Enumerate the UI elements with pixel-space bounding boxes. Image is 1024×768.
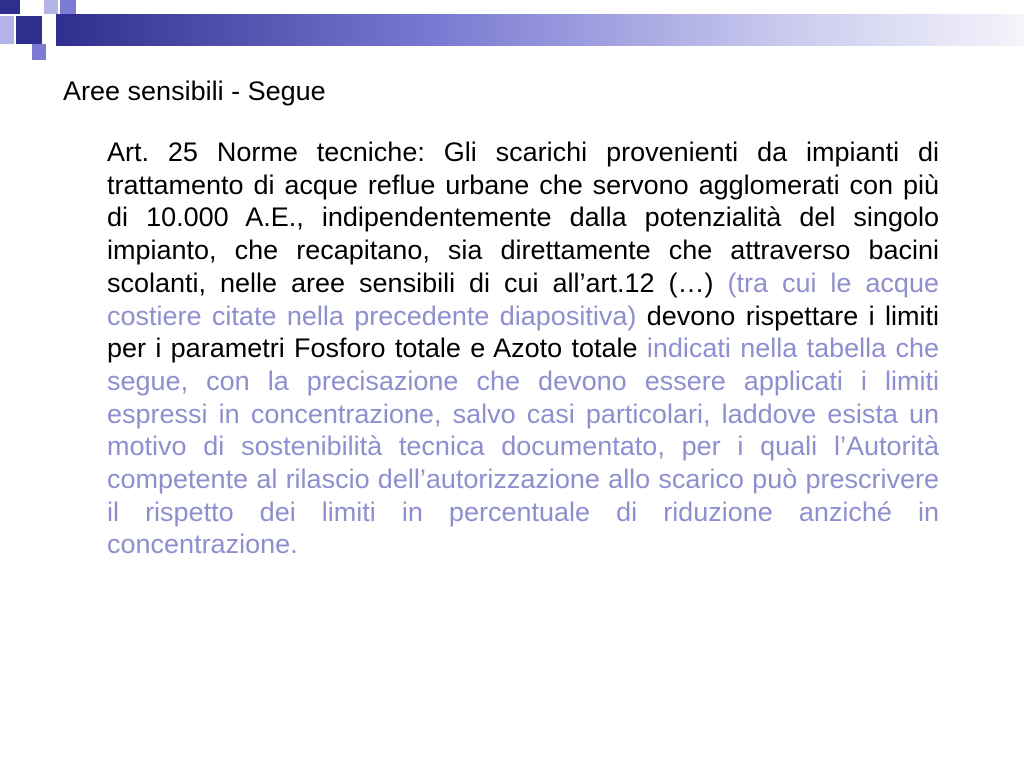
decor-square-dark — [0, 0, 20, 14]
body-text-highlight-2: indicati nella tabella che segue, con la precisazione che devono essere applicati i limiti espressi in concentrazione, salvo casi particolari, laddove esista un motivo di sostenibilità tecnica documentato, per i quali l’Autorità competente al rilascio dell’autorizzazione allo scarico può prescrivere il rispetto dei limiti in percentuale di riduzione anziché in concentrazione. — [107, 333, 939, 560]
slide-body-text — [107, 136, 939, 561]
decor-square-mid — [60, 0, 76, 14]
decor-square-dark — [16, 16, 42, 44]
body-text-part-3: devono rispettare i limiti per i parametri Fosforo totale e Azoto totale — [107, 300, 939, 364]
body-text-highlight-1: (tra cui le acque costiere citate nella precedente diapositiva) — [107, 267, 939, 331]
decor-square-light — [44, 0, 58, 14]
slide-title: Aree sensibili - Segue — [63, 76, 326, 106]
decor-square-light — [0, 16, 14, 44]
decor-square-mid — [32, 44, 46, 60]
body-text-part-1: Art. 25 Norme tecniche: Gli scarichi provenienti da impianti di trattamento di acque reflue urbane che servono agglomerati con più di 10.000 A.E., indipendentemente dalla potenzialità del singolo impianto, che recapitano, sia direttamente che attraverso bacini scolanti, nelle aree sensibili di cui all’art.12 (…) — [107, 137, 939, 298]
header-gradient-bar — [56, 14, 1024, 46]
